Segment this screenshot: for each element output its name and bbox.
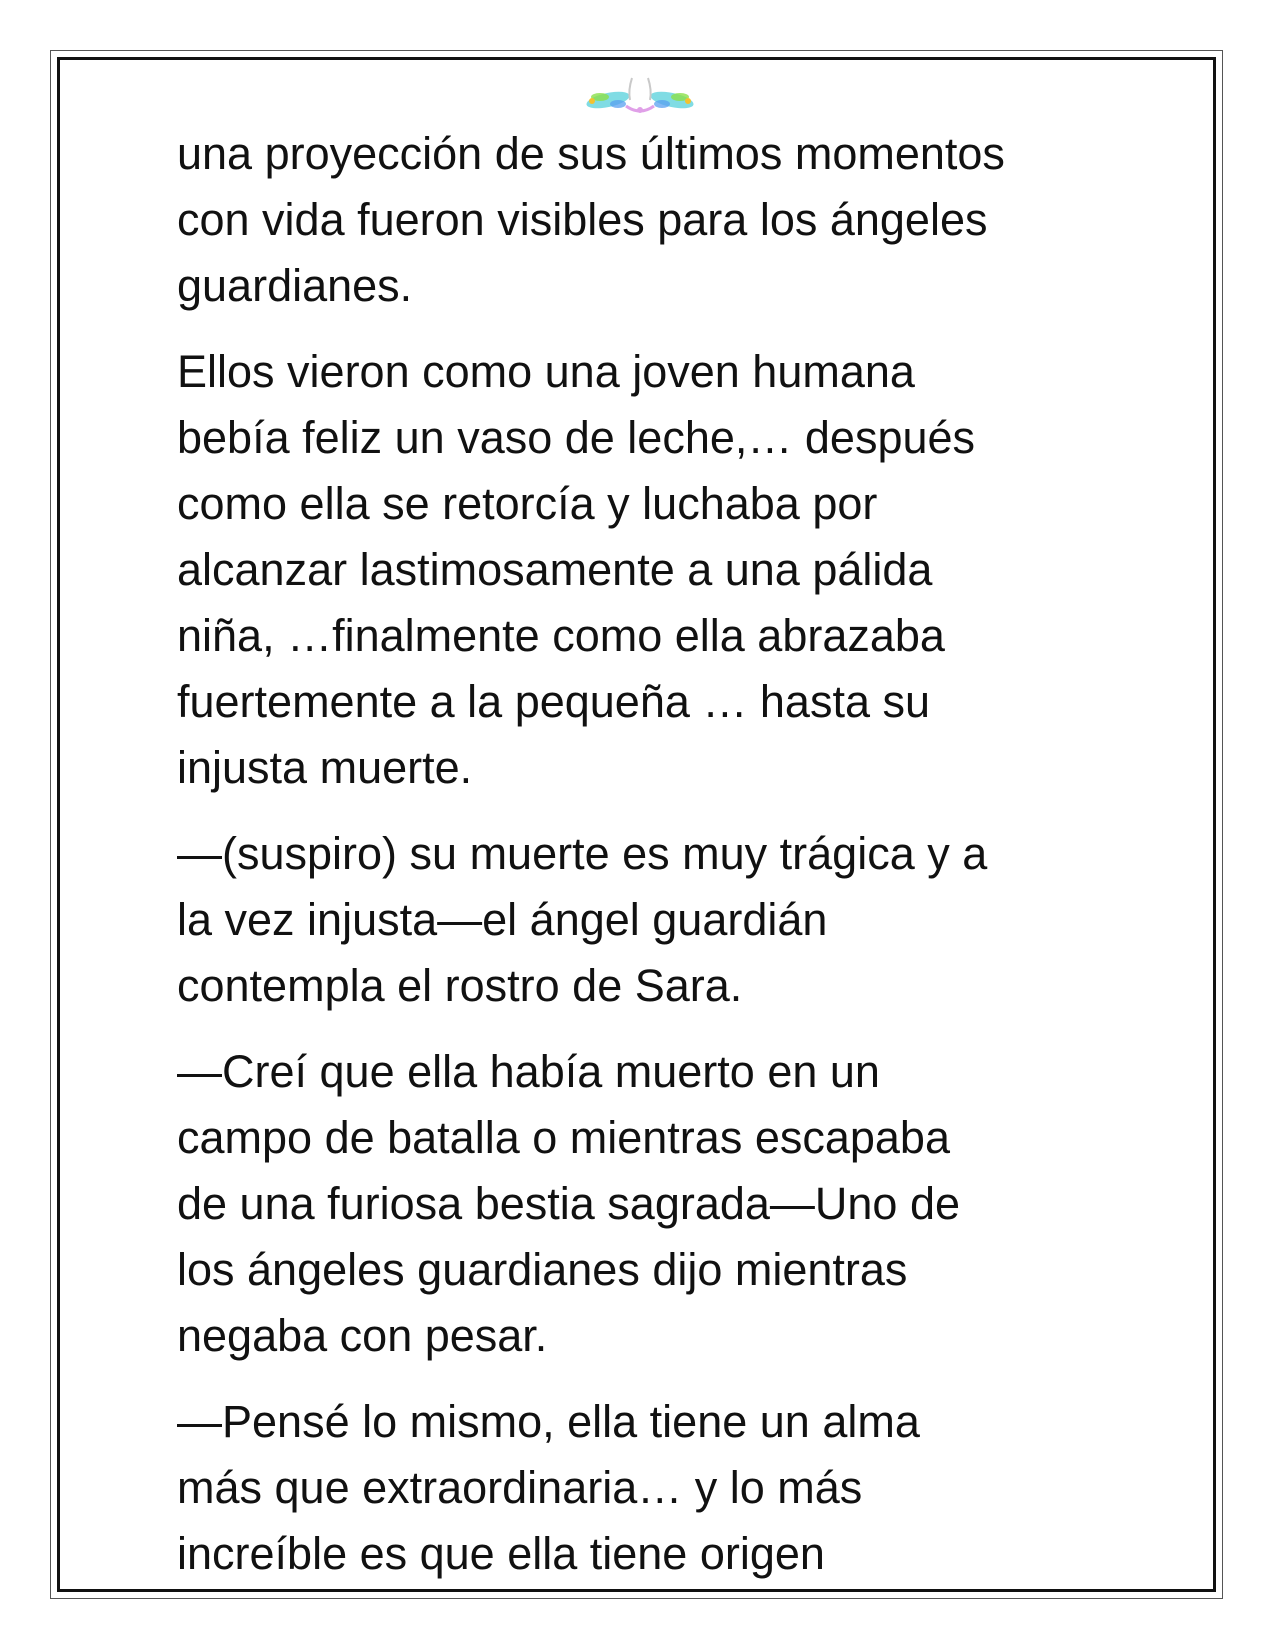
paragraph (177, 821, 1137, 1019)
text-line: injusta muerte. (177, 742, 473, 793)
text-line: fuertemente a la pequeña … hasta su (177, 676, 931, 727)
document-body (177, 121, 1137, 1607)
text-line: alcanzar lastimosamente a una pálida (177, 544, 933, 595)
text-line: niña, …finalmente como ella abrazaba (177, 610, 945, 661)
text-line: —Creí que ella había muerto en un (177, 1046, 880, 1097)
floral-ornament-icon (570, 70, 710, 120)
paragraph (177, 121, 1137, 319)
text-line: una proyección de sus últimos momentos (177, 128, 1005, 179)
text-line: de una furiosa bestia sagrada—Uno de (177, 1178, 961, 1229)
text-line: increíble es que ella tiene origen (177, 1528, 825, 1579)
text-line: como ella se retorcía y luchaba por (177, 478, 878, 529)
text-line: —(suspiro) su muerte es muy trágica y a (177, 828, 988, 879)
text-line: contempla el rostro de Sara. (177, 960, 743, 1011)
text-line: guardianes. (177, 260, 413, 311)
text-line: más que extraordinaria… y lo más (177, 1462, 863, 1513)
text-line: campo de batalla o mientras escapaba (177, 1112, 950, 1163)
text-line: bebía feliz un vaso de leche,… después (177, 412, 976, 463)
text-line: negaba con pesar. (177, 1310, 548, 1361)
text-line: con vida fueron visibles para los ángeles (177, 194, 988, 245)
paragraph (177, 1389, 1137, 1587)
text-line: la vez injusta—el ángel guardián (177, 894, 828, 945)
text-line: —Pensé lo mismo, ella tiene un alma (177, 1396, 920, 1447)
text-line: los ángeles guardianes dijo mientras (177, 1244, 908, 1295)
paragraph (177, 1039, 1137, 1369)
paragraph (177, 339, 1137, 801)
text-line: Ellos vieron como una joven humana (177, 346, 915, 397)
